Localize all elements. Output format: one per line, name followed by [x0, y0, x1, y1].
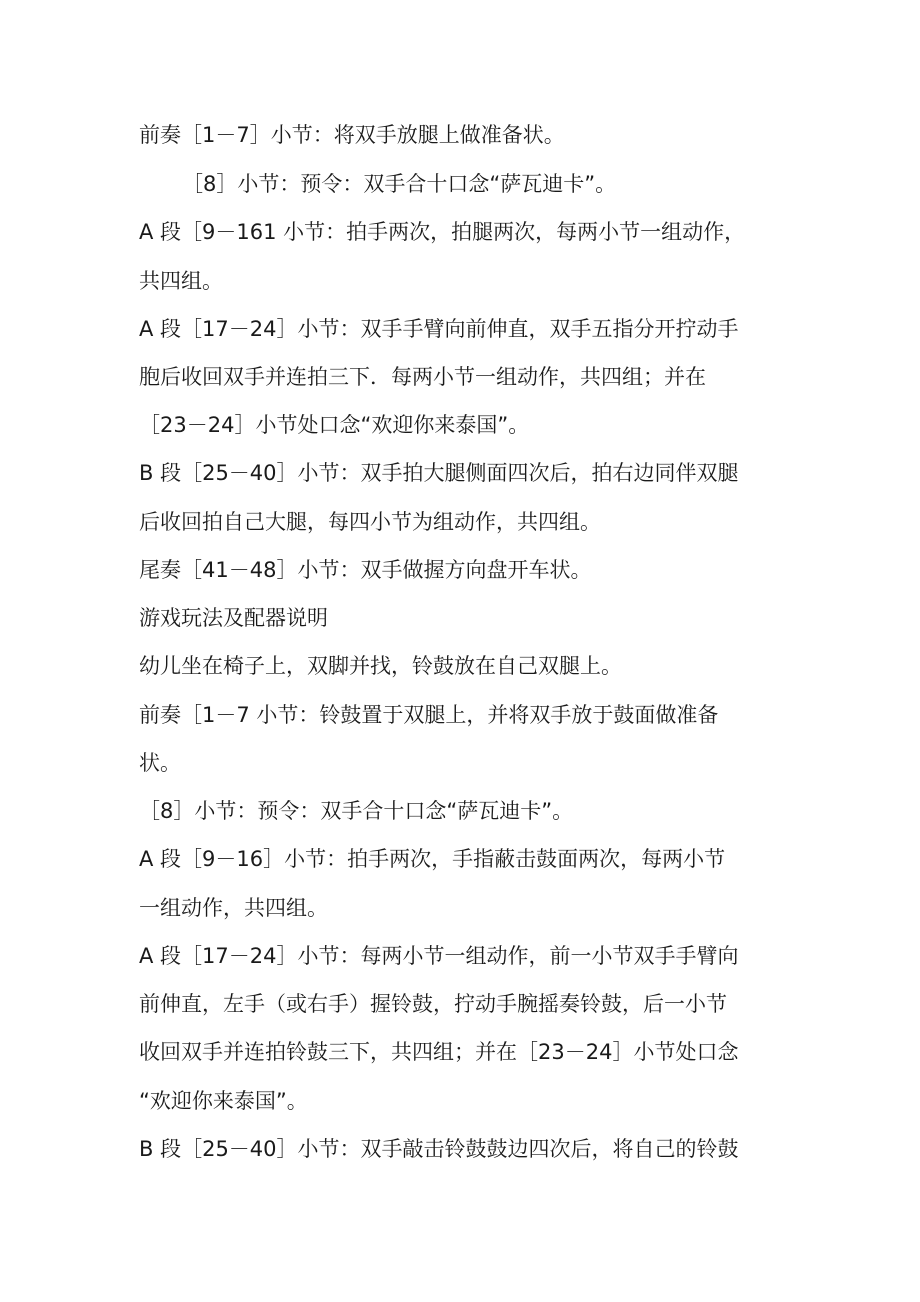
text-line: 前奏［1－7 小节：铃鼓置于双腿上，并将双手放于鼓面做准备	[139, 703, 719, 727]
text-line: 一组动作，共四组。	[139, 896, 328, 920]
text-line: B 段［25－40］小节：双手敲击铃鼓鼓边四次后，将自己的铃鼓	[139, 1137, 739, 1161]
section-heading: 游戏玩法及配器说明	[139, 606, 328, 630]
text-line: 幼儿坐在椅子上，双脚并找，铃鼓放在自己双腿上。	[139, 654, 622, 678]
text-line: A 段［9－16］小节：拍手两次，手指蔽击鼓面两次，每两小节	[139, 847, 726, 871]
text-line: ［23－24］小节处口念“欢迎你来泰国”。	[139, 413, 530, 437]
text-line: 前伸直，左手（或右手）握铃鼓，拧动手腕摇奏铃鼓，后一小节	[139, 992, 727, 1016]
text-line: 状。	[139, 751, 181, 775]
text-line: B 段［25－40］小节：双手拍大腿侧面四次后，拍右边同伴双腿	[139, 461, 739, 485]
text-line: A 段［17－24］小节：双手手臂向前伸直，双手五指分开拧动手	[139, 317, 739, 341]
text-line: A 段［17－24］小节：每两小节一组动作，前一小节双手手臂向	[139, 944, 739, 968]
text-line: A 段［9－161 小节：拍手两次，拍腿两次，每两小节一组动作，	[139, 220, 746, 244]
text-line: 共四组。	[139, 269, 223, 293]
text-line: ［8］小节：预令：双手合十口念“萨瓦迪卡”。	[182, 172, 617, 196]
text-line: 尾奏［41－48］小节：双手做握方向盘开车状。	[139, 558, 592, 582]
text-line: “欢迎你来泰国”。	[139, 1089, 308, 1113]
text-line: 后收回拍自己大腿，每四小节为组动作，共四组。	[139, 510, 601, 534]
text-line: ［8］小节：预令：双手合十口念“萨瓦迪卡”。	[139, 799, 574, 823]
text-line: 前奏［1－7］小节：将双手放腿上做准备状。	[139, 123, 565, 147]
text-line: 胞后收回双手并连拍三下．每两小节一组动作，共四组；并在	[139, 365, 706, 389]
text-line: 收回双手并连拍铃鼓三下，共四组；并在［23－24］小节处口念	[139, 1040, 739, 1064]
